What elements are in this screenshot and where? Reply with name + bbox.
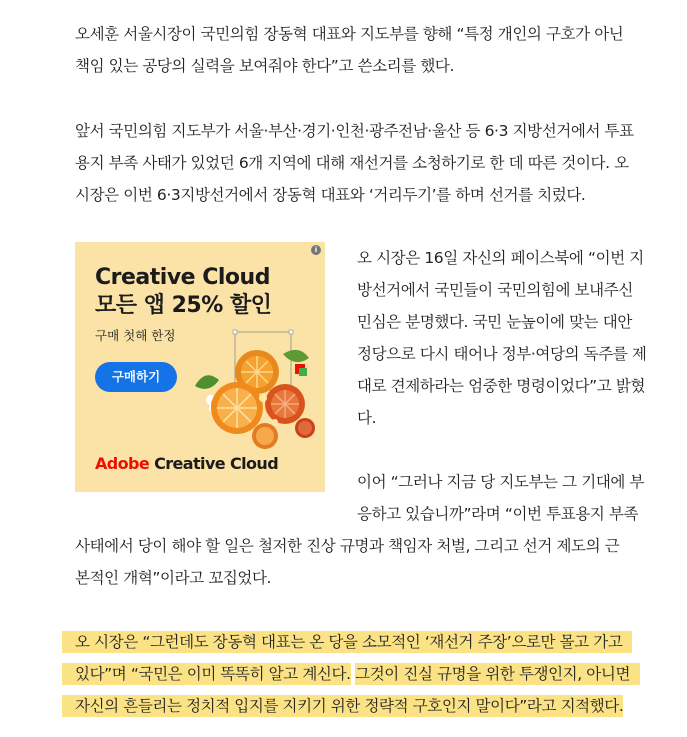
advertisement-banner[interactable] bbox=[75, 242, 325, 492]
paragraph-5-highlighted bbox=[62, 626, 672, 722]
paragraph-line: 응하고 있습니까”라며 “이번 투표용지 부족 bbox=[357, 505, 639, 523]
ad-headline-line-2: 모든 앱 25% 할인 bbox=[95, 293, 272, 318]
ad-subtitle: 구매 첫해 한정 bbox=[95, 328, 176, 343]
paragraph-line: 오 시장은 16일 자신의 페이스북에 “이번 지 bbox=[357, 249, 644, 267]
paragraph-3 bbox=[357, 242, 670, 434]
ad-info-icon[interactable]: i bbox=[311, 245, 321, 255]
paragraph-line: 용지 부족 사태가 있었던 6개 지역에 대해 재선거를 소청하기로 한 데 따른 것이다. 오 bbox=[75, 154, 629, 172]
ad-headline-line-1: Creative Cloud bbox=[95, 265, 270, 290]
paragraph-line: 본적인 개혁”이라고 꼬집었다. bbox=[75, 569, 272, 587]
paragraph-line bbox=[62, 626, 672, 658]
paragraph-line: 방선거에서 국민들이 국민의힘에 보내주신 bbox=[357, 281, 633, 299]
ad-buy-button[interactable]: 구매하기 bbox=[95, 362, 177, 392]
paragraph-line: 민심은 분명했다. 국민 눈높이에 맞는 대안 bbox=[357, 313, 632, 331]
orange-fruit-illustration bbox=[187, 324, 325, 454]
highlight-span: 자신의 흔들리는 정치적 입지를 지키기 위한 정략적 구호인지 말이다”라고 지적했다. bbox=[62, 695, 623, 717]
paragraph-1 bbox=[75, 18, 670, 82]
ad-logo-product: Creative Cloud bbox=[154, 454, 279, 473]
paragraph-line: 오세훈 서울시장이 국민의힘 장동혁 대표와 지도부를 향해 “특정 개인의 구호가 아닌 bbox=[75, 25, 624, 43]
paragraph-line bbox=[62, 658, 672, 690]
ad-headline bbox=[95, 264, 271, 320]
paragraph-4 bbox=[75, 466, 670, 594]
highlight-span: 그것이 진실 규명을 위한 투쟁인지, 아니면 bbox=[355, 663, 640, 685]
paragraph-line: 이어 “그러나 지금 당 지도부는 그 기대에 부 bbox=[357, 473, 645, 491]
paragraph-2 bbox=[75, 115, 670, 211]
paragraph-line bbox=[62, 690, 672, 722]
paragraph-line: 앞서 국민의힘 지도부가 서울·부산·경기·인천·광주전남·울산 등 6·3 지방선거에서 투표 bbox=[75, 122, 634, 140]
paragraph-line: 다. bbox=[357, 409, 377, 427]
highlight-span: 오 시장은 “그런데도 장동혁 대표는 온 당을 소모적인 ‘재선거 주장’으로만 몰고 가고 bbox=[62, 631, 632, 653]
ad-logo-brand: Adobe bbox=[95, 454, 150, 473]
paragraph-line: 대로 견제하라는 엄중한 명령이었다”고 밝혔 bbox=[357, 377, 646, 395]
paragraph-line: 시장은 이번 6·3지방선거에서 장동혁 대표와 ‘거리두기’를 하며 선거를 치렀다. bbox=[75, 186, 586, 204]
paragraph-line: 정당으로 다시 태어나 정부·여당의 독주를 제 bbox=[357, 345, 647, 363]
paragraph-line: 책임 있는 공당의 실력을 보여줘야 한다”고 쓴소리를 했다. bbox=[75, 57, 455, 75]
highlight-span: 있다”며 “국민은 이미 똑똑히 알고 계신다. bbox=[62, 663, 351, 685]
paragraph-line: 사태에서 당이 해야 할 일은 철저한 진상 규명과 책임자 처벌, 그리고 선거 제도의 근 bbox=[75, 537, 620, 555]
